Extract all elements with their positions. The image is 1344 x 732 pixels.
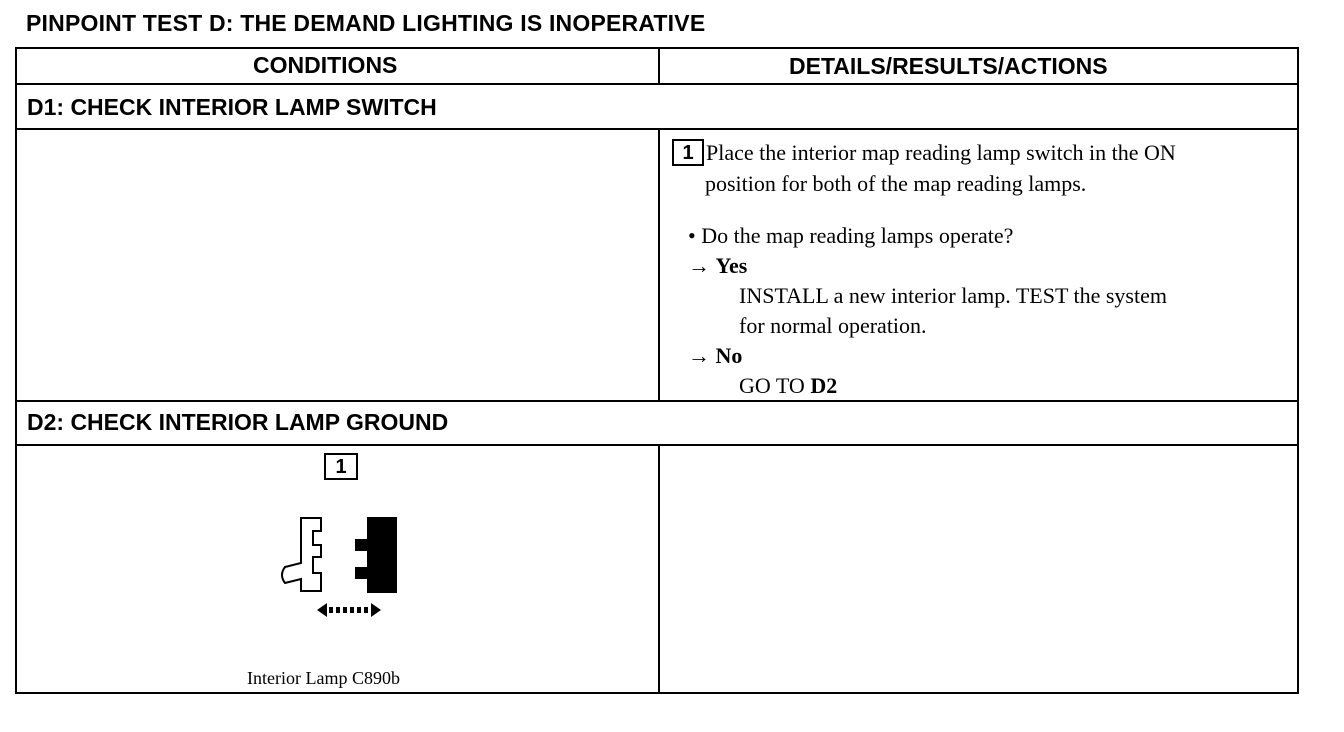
connector-right-half bbox=[355, 517, 397, 593]
d1-instruction-line2: position for both of the map reading lamps. bbox=[705, 171, 1087, 196]
header-column-divider bbox=[658, 49, 660, 83]
connector-left-half bbox=[282, 518, 321, 591]
d1-question: • Do the map reading lamps operate? bbox=[688, 223, 1014, 248]
d1-no-action bbox=[739, 371, 837, 401]
details-header: DETAILS/RESULTS/ACTIONS bbox=[789, 53, 1108, 79]
d1-yes-branch bbox=[688, 251, 747, 281]
d2-heading: D2: CHECK INTERIOR LAMP GROUND bbox=[27, 409, 449, 435]
d1-body-divider bbox=[17, 400, 1297, 402]
d1-column-divider bbox=[658, 128, 660, 400]
yes-arrow-icon: → bbox=[688, 253, 710, 278]
pinpoint-table bbox=[15, 47, 1299, 694]
arrow-left-head bbox=[317, 603, 327, 617]
d1-instruction-line1: Place the interior map reading lamp switch in the ON bbox=[706, 140, 1176, 165]
no-arrow-icon: → bbox=[688, 343, 710, 368]
d2-heading-divider bbox=[17, 444, 1297, 446]
d1-yes-action-line1: INSTALL a new interior lamp. TEST the system bbox=[739, 283, 1167, 308]
d1-heading: D1: CHECK INTERIOR LAMP SWITCH bbox=[27, 94, 437, 120]
d2-column-divider bbox=[658, 444, 660, 694]
d1-yes-action-line2: for normal operation. bbox=[739, 313, 927, 338]
no-label: No bbox=[715, 343, 743, 368]
connector-caption: Interior Lamp C890b bbox=[247, 668, 400, 688]
d1-no-branch bbox=[688, 341, 742, 371]
arrow-right-head bbox=[371, 603, 381, 617]
d2-step-number-box: 1 bbox=[324, 453, 358, 480]
connector-disconnect-icon bbox=[275, 511, 405, 629]
header-divider bbox=[17, 83, 1297, 85]
yes-label: Yes bbox=[715, 253, 748, 278]
d1-step-number-box: 1 bbox=[672, 139, 704, 166]
go-to-d2-reference: D2 bbox=[810, 373, 838, 398]
d1-heading-divider bbox=[17, 128, 1297, 130]
conditions-header: CONDITIONS bbox=[253, 52, 398, 78]
no-action-prefix: GO TO bbox=[739, 373, 811, 398]
page-title: PINPOINT TEST D: THE DEMAND LIGHTING IS INOPERATIVE bbox=[26, 10, 706, 36]
